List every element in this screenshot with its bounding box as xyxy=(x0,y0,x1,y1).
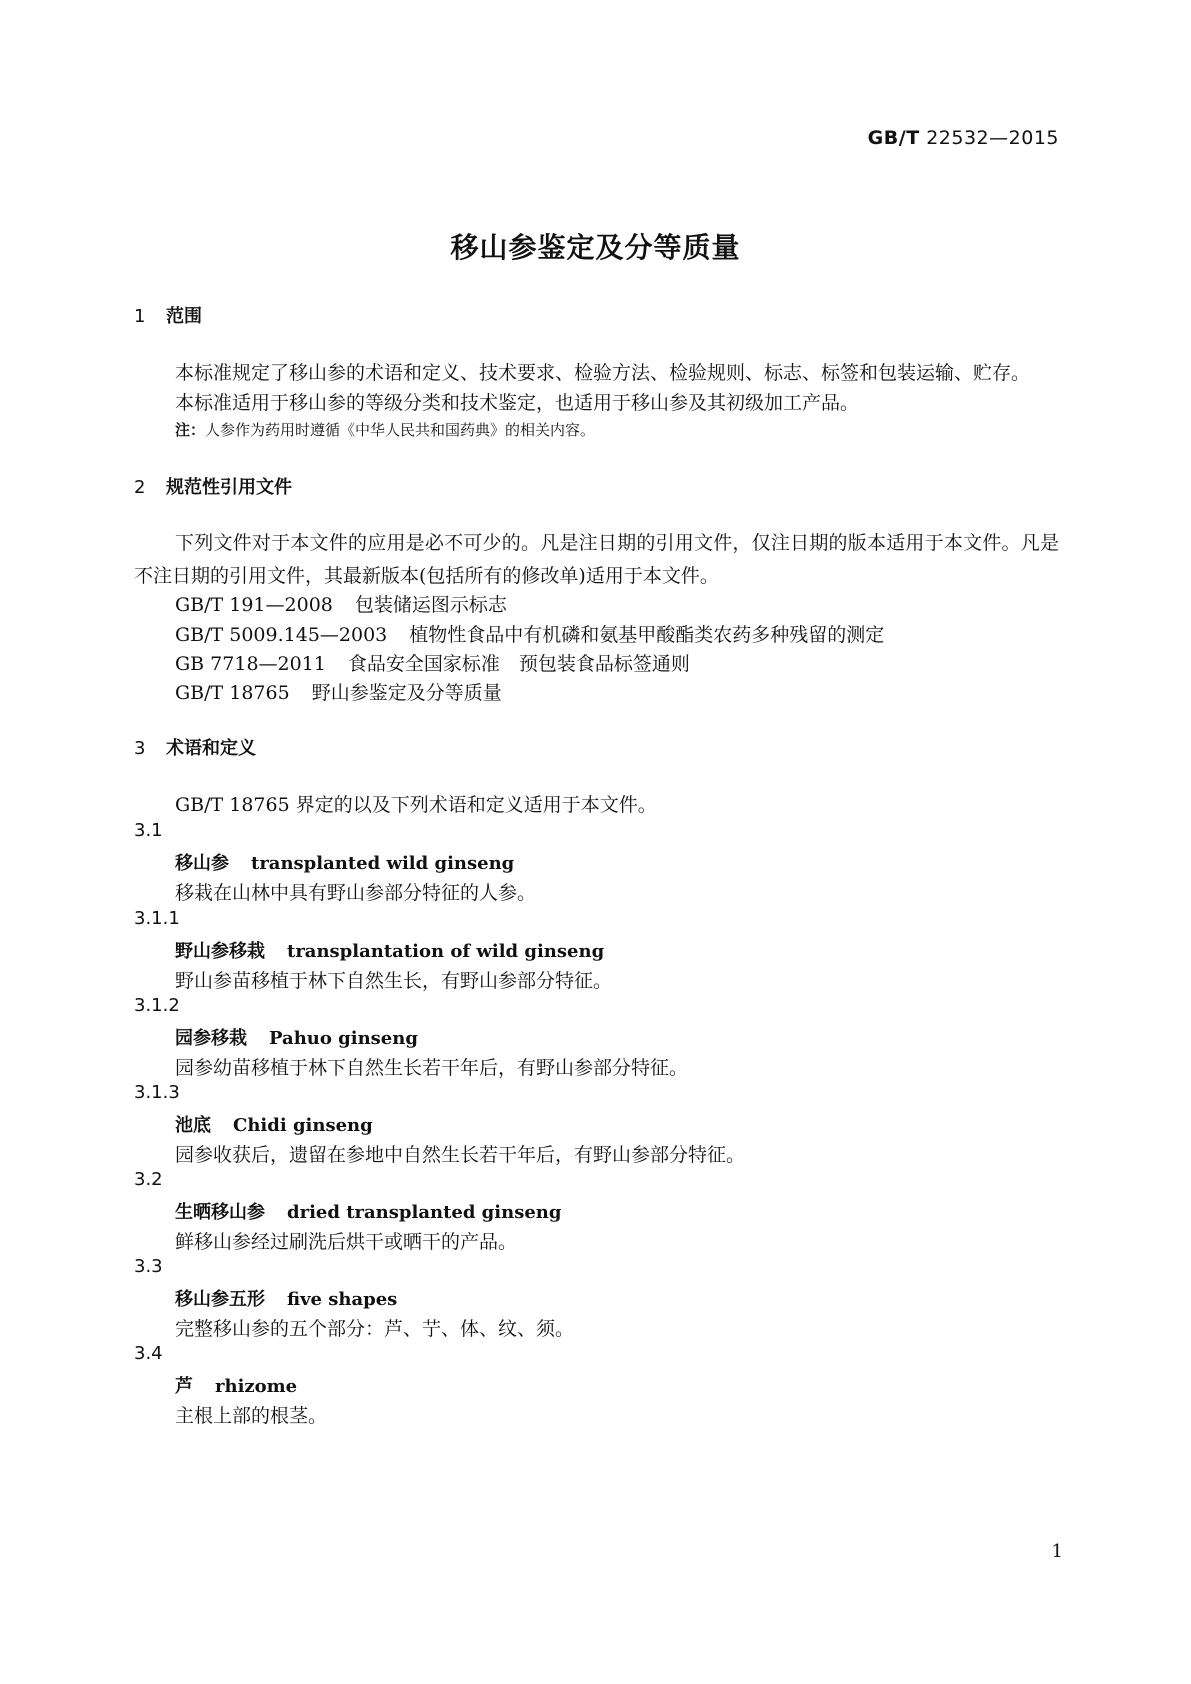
clause-number: 3.1.1 xyxy=(134,908,180,929)
clause-number: 3.3 xyxy=(134,1256,163,1277)
term-definition: 主根上部的根茎。 xyxy=(175,1405,328,1427)
section-title: 范围 xyxy=(166,306,202,327)
term-entry: 园参移栽 Pahuo ginseng xyxy=(175,1028,418,1049)
clause-number: 3.1.3 xyxy=(134,1082,180,1103)
section-number: 2 xyxy=(134,477,146,498)
term-definition: 野山参苗移植于林下自然生长，有野山参部分特征。 xyxy=(175,970,613,992)
term-definition: 鲜移山参经过刷洗后烘干或晒干的产品。 xyxy=(175,1231,518,1253)
clause-number: 3.1 xyxy=(134,820,163,841)
section-title: 规范性引用文件 xyxy=(166,477,292,498)
clause-number: 3.4 xyxy=(134,1343,163,1364)
section-title: 术语和定义 xyxy=(166,738,256,759)
section-2-heading xyxy=(134,473,292,499)
section-number: 1 xyxy=(134,306,146,327)
term-entry: 生晒移山参 dried transplanted ginseng xyxy=(175,1202,562,1223)
page-number: 1 xyxy=(1051,1541,1063,1562)
reference-item: GB/T 191—2008 包装储运图示标志 xyxy=(175,594,507,616)
reference-item: GB/T 18765 野山参鉴定及分等质量 xyxy=(175,682,502,704)
section-1-heading xyxy=(134,302,202,328)
reference-item: GB/T 5009.145—2003 植物性食品中有机磷和氨基甲酸酯类农药多种残留的测定 xyxy=(175,624,885,646)
term-definition: 园参幼苗移植于林下自然生长若干年后，有野山参部分特征。 xyxy=(175,1057,689,1079)
reference-item: GB 7718—2011 食品安全国家标准 预包装食品标签通则 xyxy=(175,653,690,675)
term-entry: 移山参 transplanted wild ginseng xyxy=(175,853,515,874)
scope-paragraph-1: 本标准规定了移山参的术语和定义、技术要求、检验方法、检验规则、标志、标签和包装运输、贮存。 xyxy=(175,362,1031,384)
normative-references-intro: 下列文件对于本文件的应用是必不可少的。凡是注日期的引用文件，仅注日期的版本适用于本文件。凡是不注日期的引用文件，其最新版本(包括所有的修改单)适用于本文件。 xyxy=(134,532,1059,587)
document-title: 移山参鉴定及分等质量 xyxy=(450,231,741,264)
term-definition: 完整移山参的五个部分：芦、艼、体、纹、须。 xyxy=(175,1318,575,1340)
term-entry: 移山参五形 five shapes xyxy=(175,1289,398,1310)
term-definition: 移栽在山林中具有野山参部分特征的人参。 xyxy=(175,882,537,904)
term-definition: 园参收获后，遗留在参地中自然生长若干年后，有野山参部分特征。 xyxy=(175,1144,746,1166)
term-entry: 芦 rhizome xyxy=(175,1376,298,1397)
note-text: 人参作为药用时遵循《中华人民共和国药典》的相关内容。 xyxy=(205,421,596,439)
section-number: 3 xyxy=(134,738,146,759)
section-3-heading xyxy=(134,734,256,760)
note-label: 注： xyxy=(175,421,206,439)
term-entry: 野山参移栽 transplantation of wild ginseng xyxy=(175,941,605,962)
clause-number: 3.1.2 xyxy=(134,995,180,1016)
scope-paragraph-2: 本标准适用于移山参的等级分类和技术鉴定，也适用于移山参及其初级加工产品。 xyxy=(175,392,860,414)
clause-number: 3.2 xyxy=(134,1169,163,1190)
term-entry: 池底 Chidi ginseng xyxy=(175,1115,373,1136)
scope-note xyxy=(175,419,595,440)
terms-intro: GB/T 18765 界定的以及下列术语和定义适用于本文件。 xyxy=(175,794,657,816)
standard-code: GB/T 22532—2015 xyxy=(867,127,1059,149)
